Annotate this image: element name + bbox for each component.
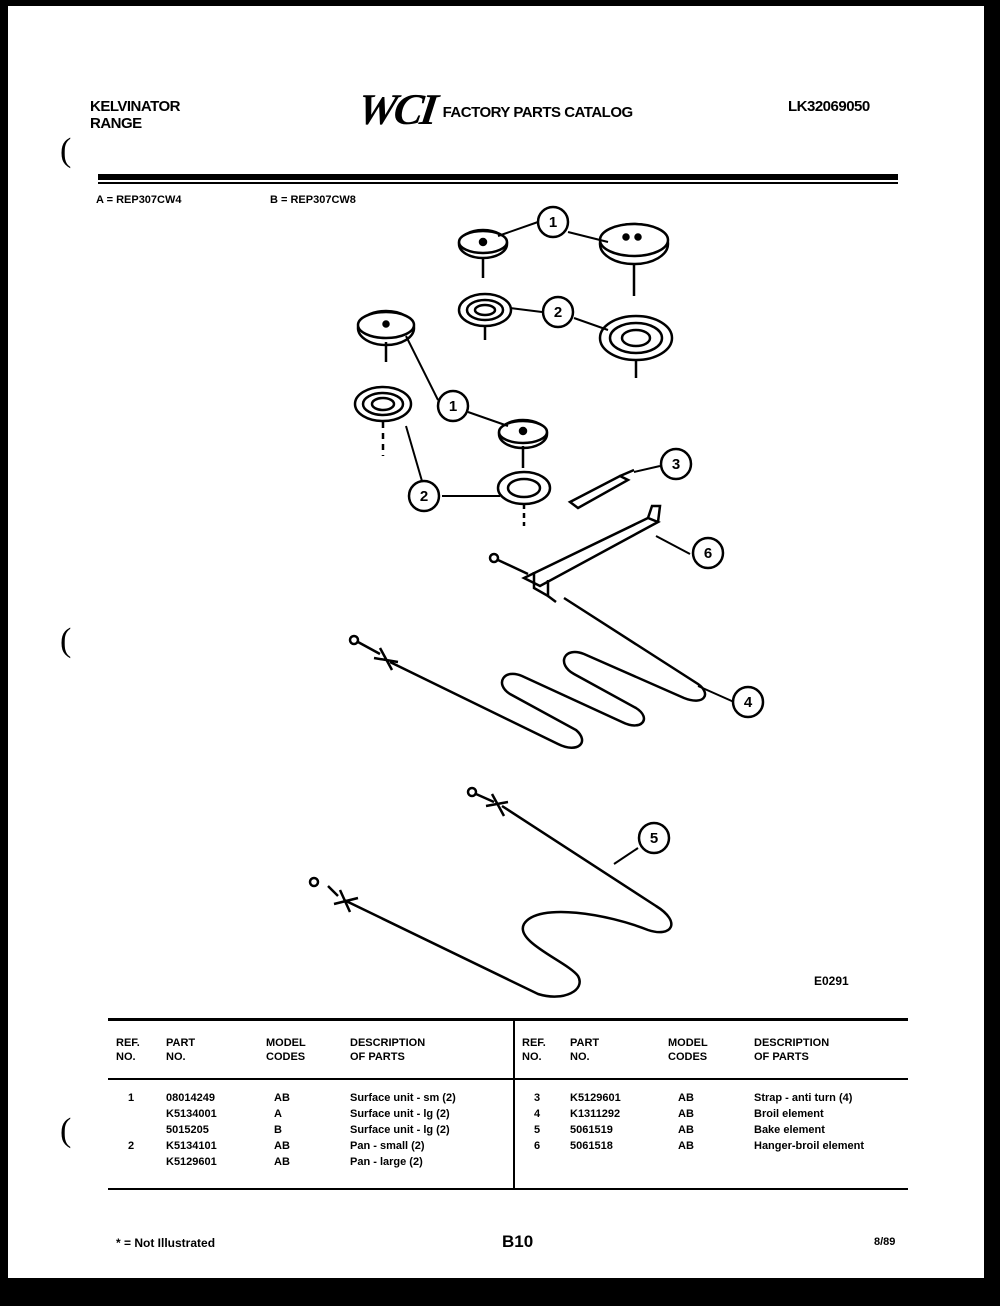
table-cell-model: AB bbox=[678, 1124, 694, 1136]
surface-unit-small-drawing-lower bbox=[499, 420, 547, 468]
left-ref-column bbox=[128, 1090, 134, 1170]
right-ref-column bbox=[534, 1090, 540, 1154]
table-cell-ref: 4 bbox=[534, 1108, 541, 1120]
not-illustrated-note: * = Not Illustrated bbox=[116, 1236, 216, 1250]
pan-small-drawing bbox=[459, 294, 511, 340]
anti-turn-strap-drawing bbox=[570, 470, 634, 508]
table-cell-part: 5015205 bbox=[166, 1124, 209, 1136]
header-model-codes: MODEL CODES bbox=[266, 1037, 306, 1063]
table-cell-part: K5134001 bbox=[166, 1108, 217, 1120]
right-desc-column bbox=[754, 1090, 864, 1154]
table-cell-part: K5129601 bbox=[570, 1092, 621, 1104]
header-part-no: PART NO. bbox=[570, 1037, 600, 1063]
hanger-broil-bracket-drawing bbox=[490, 506, 660, 602]
catalog-code: LK32069050 bbox=[788, 98, 870, 115]
table-cell-desc: Surface unit - lg (2) bbox=[350, 1124, 450, 1136]
table-cell-model: AB bbox=[274, 1156, 290, 1168]
page-number: B10 bbox=[502, 1232, 534, 1251]
left-desc-column bbox=[350, 1090, 456, 1170]
catalog-date: 8/89 bbox=[874, 1236, 896, 1248]
table-cell-part: 08014249 bbox=[166, 1092, 215, 1104]
header-model-codes: MODEL CODES bbox=[668, 1037, 708, 1063]
surface-unit-small-drawing bbox=[459, 230, 507, 278]
broil-element-drawing bbox=[350, 598, 705, 748]
table-cell-desc: Pan - large (2) bbox=[350, 1156, 423, 1168]
header-ref-no: REF. NO. bbox=[116, 1037, 140, 1063]
product-type: RANGE bbox=[90, 115, 142, 132]
catalog-title: FACTORY PARTS CATALOG bbox=[442, 103, 633, 121]
binder-hole-icon: ( bbox=[60, 132, 72, 169]
model-b-label: B = REP307CW8 bbox=[270, 194, 356, 206]
table-cell-desc: Surface unit - lg (2) bbox=[350, 1108, 450, 1120]
left-part-column bbox=[166, 1090, 217, 1170]
header-ref-no: REF. NO. bbox=[522, 1037, 546, 1063]
pan-large-drawing-lower bbox=[355, 387, 411, 456]
table-cell-model: B bbox=[274, 1124, 282, 1136]
callout-label: 2 bbox=[553, 304, 563, 321]
callout-label: 1 bbox=[448, 398, 458, 415]
table-cell-model: AB bbox=[678, 1092, 694, 1104]
header-description: DESCRIPTION OF PARTS bbox=[754, 1037, 830, 1063]
table-cell-ref: 2 bbox=[128, 1140, 135, 1152]
table-cell-part: K1311292 bbox=[570, 1108, 621, 1120]
header-part-no: PART NO. bbox=[166, 1037, 196, 1063]
table-cell-desc: Broil element bbox=[754, 1108, 824, 1120]
table-cell-ref: 6 bbox=[534, 1140, 541, 1152]
bake-element-drawing bbox=[310, 788, 671, 997]
table-cell-model: AB bbox=[274, 1140, 290, 1152]
table-bottom-rule bbox=[108, 1188, 908, 1190]
table-cell-desc: Pan - small (2) bbox=[350, 1140, 425, 1152]
callout-label: 1 bbox=[548, 214, 558, 231]
brand-name: KELVINATOR bbox=[90, 98, 181, 115]
callout-label: 4 bbox=[743, 694, 753, 711]
figure-number: E0291 bbox=[814, 974, 849, 988]
table-cell-desc: Bake element bbox=[754, 1124, 825, 1136]
table-cell-ref bbox=[128, 1106, 134, 1122]
callout-label: 3 bbox=[671, 456, 681, 473]
binder-hole-icon: ( bbox=[60, 1112, 72, 1149]
table-cell-model: AB bbox=[678, 1108, 694, 1120]
exploded-parts-diagram bbox=[8, 6, 984, 1006]
table-cell-ref: 1 bbox=[128, 1092, 135, 1104]
right-model-column bbox=[678, 1090, 694, 1154]
table-cell-model: AB bbox=[678, 1140, 694, 1152]
callout-label: 6 bbox=[703, 545, 713, 562]
left-model-column bbox=[274, 1090, 290, 1170]
model-a-label: A = REP307CW4 bbox=[96, 194, 182, 206]
table-cell-desc: Surface unit - sm (2) bbox=[350, 1092, 456, 1104]
table-cell-part: 5061518 bbox=[570, 1140, 613, 1152]
table-cell-desc: Hanger-broil element bbox=[754, 1140, 865, 1152]
callout-label: 5 bbox=[649, 830, 659, 847]
table-cell-part: K5129601 bbox=[166, 1156, 217, 1168]
table-cell-model: A bbox=[274, 1108, 282, 1120]
table-cell-ref bbox=[128, 1154, 134, 1170]
table-top-rule bbox=[108, 1018, 908, 1021]
wci-logo: WCI bbox=[354, 85, 439, 134]
table-cell-part: K5134101 bbox=[166, 1140, 217, 1152]
catalog-page bbox=[8, 6, 984, 1278]
surface-unit-large-drawing bbox=[600, 224, 668, 296]
table-divider bbox=[513, 1021, 515, 1188]
header-description: DESCRIPTION OF PARTS bbox=[350, 1037, 426, 1063]
pan-small-drawing-lower bbox=[498, 472, 550, 526]
right-part-column bbox=[570, 1090, 621, 1154]
table-cell-model: AB bbox=[274, 1092, 290, 1104]
binder-hole-icon: ( bbox=[60, 622, 72, 659]
scan-edge-bar bbox=[0, 530, 5, 870]
pan-large-drawing bbox=[600, 316, 672, 378]
table-cell-part: 5061519 bbox=[570, 1124, 613, 1136]
table-cell-ref: 3 bbox=[534, 1092, 541, 1104]
table-cell-ref bbox=[128, 1122, 134, 1138]
table-cell-ref: 5 bbox=[534, 1124, 541, 1136]
callout-label: 2 bbox=[419, 488, 429, 505]
table-header-rule bbox=[108, 1078, 908, 1080]
table-cell-desc: Strap - anti turn (4) bbox=[754, 1092, 853, 1104]
